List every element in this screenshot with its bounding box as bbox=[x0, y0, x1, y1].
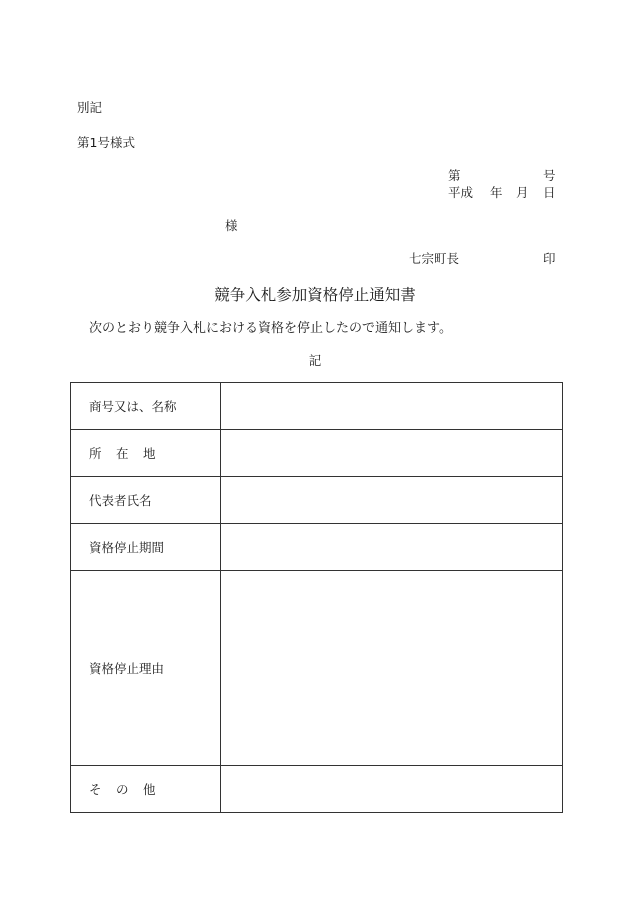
table-row bbox=[71, 383, 563, 430]
row-value-suspension-period bbox=[221, 524, 563, 571]
document-number-prefix: 第 bbox=[448, 168, 461, 183]
table-row bbox=[71, 766, 563, 813]
row-value-company-name bbox=[221, 383, 563, 430]
table-row bbox=[71, 571, 563, 766]
row-label-suspension-period: 資格停止期間 bbox=[71, 524, 221, 571]
body-text: 次のとおり競争入札における資格を停止したので通知します。 bbox=[89, 321, 452, 336]
row-label-company-name: 商号又は、名称 bbox=[71, 383, 221, 430]
row-value-representative bbox=[221, 477, 563, 524]
ki-label: 記 bbox=[308, 353, 322, 368]
document-title: 競争入札参加資格停止通知書 bbox=[214, 286, 416, 304]
row-label-suspension-reason: 資格停止理由 bbox=[71, 571, 221, 766]
date-month-label: 月 bbox=[516, 185, 529, 200]
seal-label: 印 bbox=[543, 251, 556, 266]
date-line bbox=[448, 183, 557, 201]
row-value-address bbox=[221, 430, 563, 477]
date-day-label: 日 bbox=[543, 185, 556, 200]
issuer-title: 七宗町長 bbox=[409, 251, 460, 266]
date-era: 平成 bbox=[448, 185, 474, 200]
appendix-label: 別記 bbox=[77, 100, 103, 115]
table-row bbox=[71, 477, 563, 524]
row-label-address: 所 在 地 bbox=[71, 430, 221, 477]
row-value-other bbox=[221, 766, 563, 813]
document-number-suffix: 号 bbox=[543, 168, 556, 183]
info-table bbox=[70, 382, 563, 813]
addressee-honorific: 様 bbox=[225, 218, 238, 233]
row-label-representative: 代表者氏名 bbox=[71, 477, 221, 524]
row-label-other: そ の 他 bbox=[71, 766, 221, 813]
table-row bbox=[71, 524, 563, 571]
form-number: 第1号様式 bbox=[77, 135, 135, 150]
table-row bbox=[71, 430, 563, 477]
date-year-label: 年 bbox=[490, 185, 503, 200]
row-value-suspension-reason bbox=[221, 571, 563, 766]
